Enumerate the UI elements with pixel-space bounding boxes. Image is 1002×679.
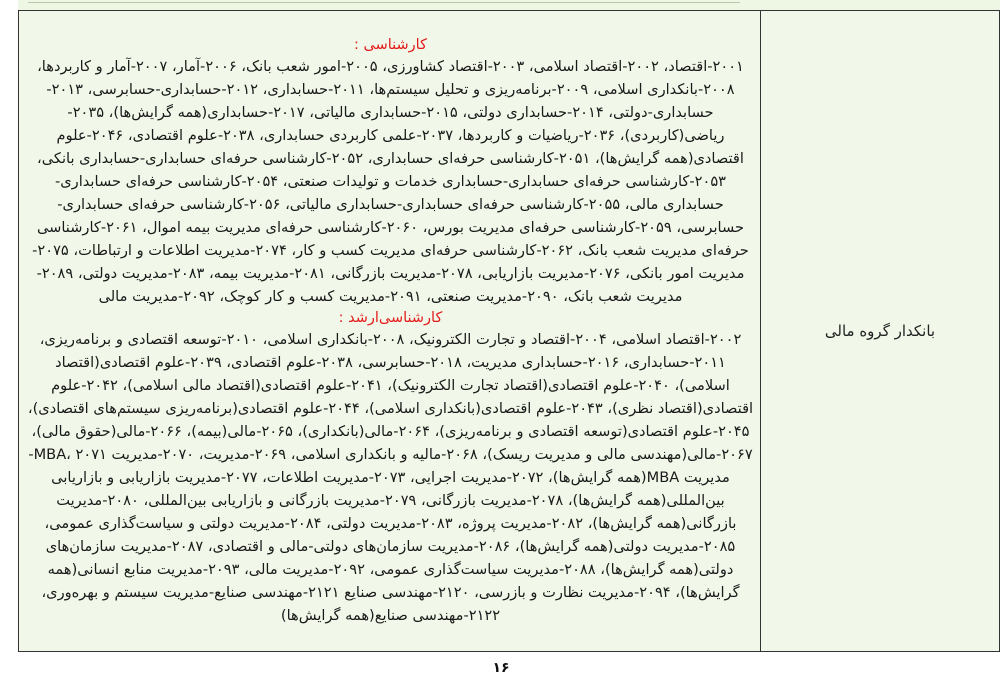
job-title: بانکدار گروه مالی (824, 322, 936, 340)
education-requirements-cell (19, 11, 761, 652)
table-row (19, 11, 1000, 652)
bachelor-majors-list: ۲۰۰۱-اقتصاد، ۲۰۰۲-اقتصاد اسلامی، ۲۰۰۳-اقتصاد کشاورزی، ۲۰۰۵-امور شعب بانک، ۲۰۰۶-آمار، ۲۰۰۷-آمار و کاربردها، ۲۰۰۸-بانکداری اسلامی، ۲۰۰۹-برنامه‌ریزی و تحلیل سیستم‌ها، ۲۰۱۱-حسابداری، ۲۰۱۲-حسابداری-حسابرسی، ۲۰۱۳-حسابداری-دولتی، ۲۰۱۴-حسابداری دولتی، ۲۰۱۵-حسابداری مالیاتی، ۲۰۱۷-حسابداری(همه گرایش‌ها)، ۲۰۳۵-ریاضی(کاربردی)، ۲۰۳۶-ریاضیات و کاربردها، ۲۰۳۷-علمی کاربردی حسابداری، ۲۰۳۸-علوم اقتصادی، ۲۰۴۶-علوم اقتصادی(همه گرایش‌ها)، ۲۰۵۱-کارشناسی حرفه‌ای حسابداری، ۲۰۵۲-کارشناسی حرفه‌ای حسابداری-حسابداری بانکی، ۲۰۵۳-کارشناسی حرفه‌ای حسابداری-حسابداری خدمات و تولیدات صنعتی، ۲۰۵۴-کارشناسی حرفه‌ای حسابداری-حسابداری مالی، ۲۰۵۵-کارشناسی حرفه‌ای حسابداری-حسابداری مالیاتی، ۲۰۵۶-کارشناسی حرفه‌ای حسابداری-حسابرسی، ۲۰۵۹-کارشناسی حرفه‌ای مدیریت بورس، ۲۰۶۰-کارشناسی حرفه‌ای مدیریت بیمه اموال، ۲۰۶۱-کارشناسی حرفه‌ای مدیریت شعب بانک، ۲۰۶۲-کارشناسی حرفه‌ای مدیریت کسب و کار، ۲۰۷۴-مدیریت اطلاعات و ارتباطات، ۲۰۷۵-مدیریت امور بانکی، ۲۰۷۶-مدیریت بازاریابی، ۲۰۷۸-مدیریت بازرگانی، ۲۰۸۱-مدیریت بیمه، ۲۰۸۳-مدیریت دولتی، ۲۰۸۹-مدیریت شعب بانک، ۲۰۹۰-مدیریت صنعتی، ۲۰۹۱-مدیریت کسب و کار کوچک، ۲۰۹۲-مدیریت مالی (32, 58, 749, 305)
page-number: ۱۶ (492, 660, 510, 676)
job-title-cell (761, 11, 1000, 652)
previous-row-divider (28, 0, 740, 3)
bachelor-heading: کارشناسی : (354, 37, 427, 53)
master-heading: کارشناسی‌ارشد : (338, 310, 443, 326)
job-requirements-table (18, 10, 1000, 652)
master-majors-list: ۲۰۰۲-اقتصاد اسلامی، ۲۰۰۴-اقتصاد و تجارت الکترونیک، ۲۰۰۸-بانکداری اسلامی، ۲۰۱۰-توسعه اقتصادی و برنامه‌ریزی، ۲۰۱۱-حسابداری، ۲۰۱۶-حسابداری مدیریت، ۲۰۱۸-حسابرسی، ۲۰۳۸-علوم اقتصادی، ۲۰۳۹-علوم اقتصادی(اقتصاد اسلامی)، ۲۰۴۰-علوم اقتصادی(اقتصاد تجارت الکترونیک)، ۲۰۴۱-علوم اقتصادی(اقتصاد مالی اسلامی)، ۲۰۴۲-علوم اقتصادی(اقتصاد نظری)، ۲۰۴۳-علوم اقتصادی(بانکداری اسلامی)، ۲۰۴۴-علوم اقتصادی(برنامه‌ریزی سیستم‌های اقتصادی)، ۲۰۴۵-علوم اقتصادی(توسعه اقتصادی و برنامه‌ریزی)، ۲۰۶۴-مالی(بانکداری)، ۲۰۶۵-مالی(بیمه)، ۲۰۶۶-مالی(حقوق مالی)، ۲۰۶۷-مالی(مهندسی مالی و مدیریت ریسک)، ۲۰۶۸-مالیه و بانکداری اسلامی، ۲۰۶۹-مدیریت، ۲۰۷۰-مدیریت MBA، ۲۰۷۱-مدیریت MBA(همه گرایش‌ها)، ۲۰۷۲-مدیریت اجرایی، ۲۰۷۳-مدیریت اطلاعات، ۲۰۷۷-مدیریت بازاریابی و بازاریابی بین‌المللی(همه گرایش‌ها)، ۲۰۷۸-مدیریت بازرگانی، ۲۰۷۹-مدیریت بازرگانی و بازاریابی بین‌المللی، ۲۰۸۰-مدیریت بازرگانی(همه گرایش‌ها)، ۲۰۸۲-مدیریت پروژه، ۲۰۸۳-مدیریت دولتی، ۲۰۸۴-مدیریت دولتی و سیاست‌گذاری عمومی، ۲۰۸۵-مدیریت دولتی(همه گرایش‌ها)، ۲۰۸۶-مدیریت سازمان‌های دولتی-مالی و اقتصادی، ۲۰۸۷-مدیریت سازمان‌های دولتی(همه گرایش‌ها)، ۲۰۸۸-مدیریت سیاست‌گذاری عمومی، ۲۰۹۲-مدیریت مالی، ۲۰۹۳-مدیریت منابع انسانی(همه گرایش‌ها)، ۲۰۹۴-مدیریت نظارت و بازرسی، ۲۱۲۰-مهندسی صنایع ۲۱۲۱-مهندسی صنایع-مدیریت سیستم و بهره‌وری، ۲۱۲۲-مهندسی صنایع(همه گرایش‌ها) (27, 331, 754, 624)
